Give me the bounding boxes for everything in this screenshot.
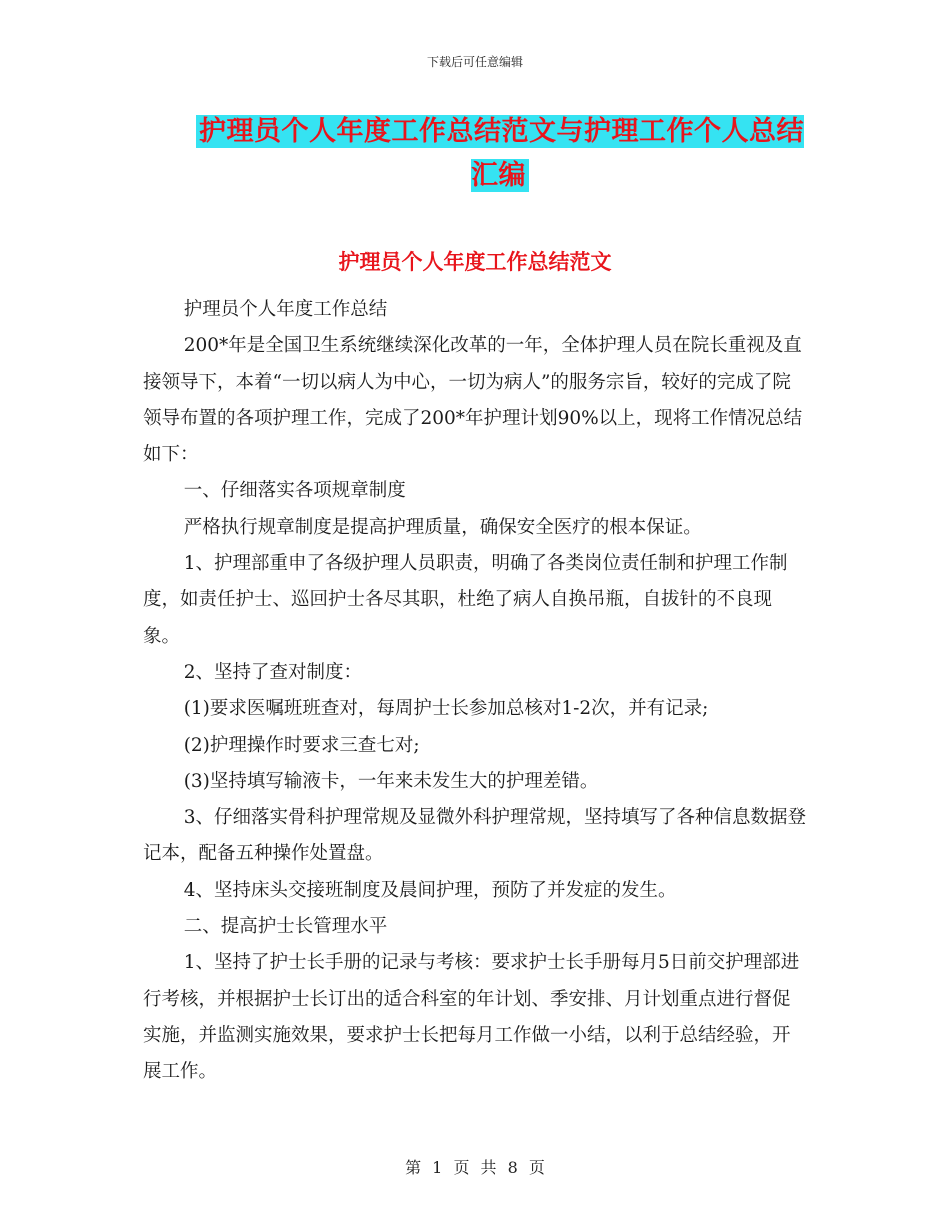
page-number-footer: 第 1 页 共 8 页 (405, 1158, 545, 1177)
body-paragraph: (2)护理操作时要求三查七对; (183, 734, 420, 756)
body-paragraph: 二、提高护士长管理水平 (183, 916, 388, 938)
body-paragraph: (3)坚持填写输液卡，一年来未发生大的护理差错。 (183, 770, 599, 792)
body-paragraph: 2、坚持了查对制度： (183, 661, 362, 683)
section-heading: 护理员个人年度工作总结范文 (338, 250, 612, 274)
document-title (190, 110, 810, 198)
body-paragraph: 1、坚持了护士长手册的记录与考核：要求护士长手册每月5日前交护理部进行考核，并根据护士长订出的适合科室的年计划、季安排、月计划重点进行督促实施，并监测实施效果，要求护士长把每月工作做一小结，以利于总结经验，开展工作。 (143, 952, 800, 1083)
body-paragraph: 200*年是全国卫生系统继续深化改革的一年，全体护理人员在院长重视及直接领导下，本着“一切以病人为中心，一切为病人”的服务宗旨，较好的完成了院领导布置的各项护理工作，完成了200*年护理计划90%以上，现将工作情况总结如下： (143, 335, 803, 466)
body-paragraph: 一、仔细落实各项规章制度 (183, 480, 406, 502)
body-paragraph: 1、护理部重申了各级护理人员职责，明确了各类岗位责任制和护理工作制度，如责任护士、巡回护士各尽其职，杜绝了病人自换吊瓶，自拔针的不良现象。 (143, 553, 788, 647)
body-paragraph: 3、仔细落实骨科护理常规及显微外科护理常规，坚持填写了各种信息数据登记本，配备五种操作处置盘。 (143, 807, 806, 865)
document-body (143, 292, 808, 1091)
body-paragraph: 4、坚持床头交接班制度及晨间护理，预防了并发症的发生。 (183, 879, 677, 901)
page-header-note: 下载后可任意编辑 (426, 55, 523, 69)
body-paragraph: 护理员个人年度工作总结 (183, 299, 388, 320)
document-title-text: 护理员个人年度工作总结范文与护理工作个人总结汇编 (196, 115, 804, 192)
body-paragraph: 严格执行规章制度是提高护理质量，确保安全医疗的根本保证。 (183, 516, 702, 538)
body-paragraph: (1)要求医嘱班班查对，每周护士长参加总核对1-2次，并有记录; (183, 698, 709, 720)
